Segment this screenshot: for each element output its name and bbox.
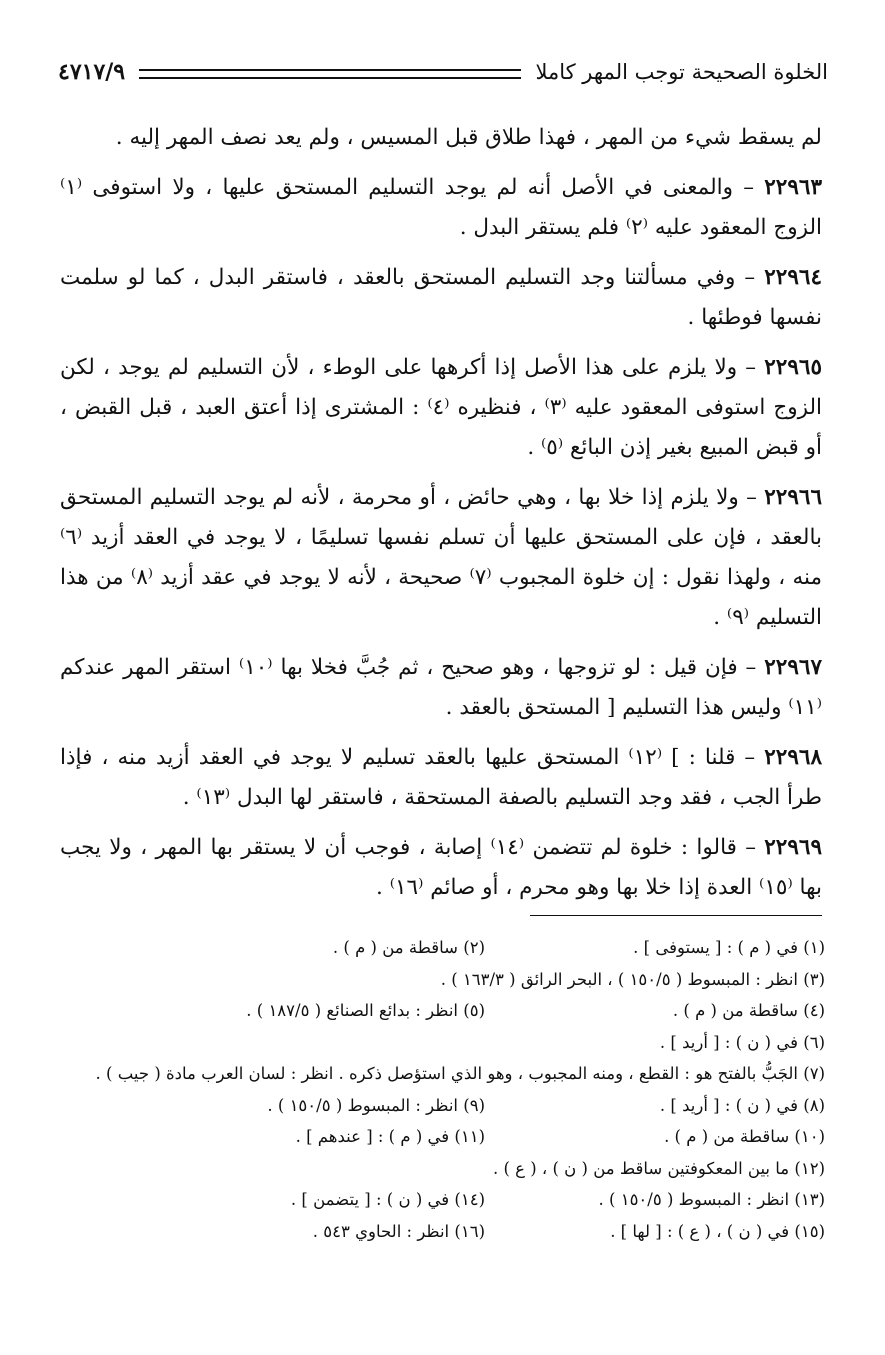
footnote-row	[60, 1153, 825, 1185]
footnote-row	[60, 964, 825, 996]
footnote: (٣) انظر : المبسوط ( ١٥٠/٥ ) ، البحر الرائق ( ١٦٣/٣ ) .	[440, 969, 825, 989]
footnote: (١٢) ما بين المعكوفتين ساقط من ( ن ) ، ( ع ) .	[492, 1158, 825, 1178]
header-double-rule	[139, 69, 521, 79]
footnote: (١٦) انظر : الحاوي ٥٤٣ .	[312, 1221, 485, 1241]
footnote: (١٤) في ( ن ) : [ يتضمن ] .	[290, 1190, 485, 1209]
footnote: (٧) الجَبُّ بالفتح هو : القطع ، ومنه المجبوب ، وهو الذي استؤصل ذكره . انظر : لسان العرب مادة ( جيب ) .	[95, 1064, 825, 1083]
paragraph-number: ٢٢٩٦٨	[764, 745, 822, 770]
footnote-row	[60, 1184, 825, 1216]
footnote: (١) في ( م ) : [ يستوفى ] .	[633, 938, 825, 957]
paragraph-text: – قلنا : ] ⁽١٢⁾ المستحق عليها بالعقد تسليم لا يوجد في العقد أزيد منه ، فإذا طرأ الجب ، فقد وجد التسليم بالصفة المستحقة ، فاستقر لها البدل ⁽١٣⁾ .	[60, 745, 822, 810]
paragraph-number: ٢٢٩٦٤	[764, 265, 822, 290]
paragraph	[60, 738, 822, 818]
paragraph-number: ٢٢٩٦٧	[764, 655, 822, 680]
footnote: (١٠) ساقطة من ( م ) .	[664, 1127, 825, 1146]
paragraph-text: – والمعنى في الأصل أنه لم يوجد التسليم المستحق عليها ، ولا استوفى ⁽١⁾ الزوج المعقود عليه ⁽٢⁾ فلم يستقر البدل .	[60, 175, 822, 240]
footnotes	[60, 932, 825, 1247]
footnote: (٤) ساقطة من ( م ) .	[672, 1001, 825, 1020]
paragraph	[60, 478, 822, 638]
footnote-row	[60, 1216, 825, 1248]
paragraph	[60, 648, 822, 728]
footnote-row	[60, 932, 825, 964]
footnote: (١٥) في ( ن ) ، ( ع ) : [ لها ] .	[610, 1221, 825, 1241]
footnote-row	[60, 995, 825, 1027]
footnote: (١١) في ( م ) : [ عندهم ] .	[295, 1127, 485, 1146]
page-reference: ٤٧١٧/٩	[58, 59, 126, 85]
footnote: (٨) في ( ن ) : [ أريد ] .	[659, 1095, 825, 1115]
footnote-row	[60, 1027, 825, 1059]
paragraph-text: – وفي مسألتنا وجد التسليم المستحق بالعقد ، فاستقر البدل ، كما لو سلمت نفسها فوطئها .	[60, 265, 822, 330]
footnote-row	[60, 1058, 825, 1090]
paragraph-number: ٢٢٩٦٣	[764, 175, 822, 200]
chapter-title: الخلوة الصحيحة توجب المهر كاملا	[535, 60, 828, 84]
paragraph-text: – ولا يلزم على هذا الأصل إذا أكرهها على الوطء ، لأن التسليم لم يوجد ، لكن الزوج استوفى المعقود عليه ⁽٣⁾ ، فنظيره ⁽٤⁾ : المشترى إذا أعتق العبد ، قبل القبض ، أو قبض المبيع بغير إذن البائع ⁽٥⁾ .	[60, 355, 822, 460]
paragraph-number: ٢٢٩٦٦	[764, 485, 822, 510]
footnote: (٦) في ( ن ) : [ أريد ] .	[659, 1032, 825, 1052]
footnote: (٢) ساقطة من ( م ) .	[332, 938, 485, 957]
footnote: (٥) انظر : بدائع الصنائع ( ١٨٧/٥ ) .	[246, 1001, 485, 1020]
paragraph-number: ٢٢٩٦٥	[764, 355, 822, 380]
footnote-row	[60, 1121, 825, 1153]
footnote: (١٣) انظر : المبسوط ( ١٥٠/٥ ) .	[598, 1190, 825, 1209]
paragraph	[60, 828, 822, 908]
paragraph-number: ٢٢٩٦٩	[764, 835, 822, 860]
footnote: (٩) انظر : المبسوط ( ١٥٠/٥ ) .	[267, 1095, 485, 1115]
footnote-separator	[530, 915, 822, 916]
paragraph	[60, 348, 822, 468]
paragraph-text: – قالوا : خلوة لم تتضمن ⁽١٤⁾ إصابة ، فوجب أن لا يستقر بها المهر ، ولا يجب بها ⁽١٥⁾ العدة إذا خلا بها وهو محرم ، أو صائم ⁽١٦⁾ .	[60, 835, 822, 900]
paragraph-text: – ولا يلزم إذا خلا بها ، وهي حائض ، أو محرمة ، لأنه لم يوجد التسليم المستحق بالعقد ، فإن على المستحق عليها أن تسلم نفسها تسليمًا ، لا يوجد في العقد أزيد ⁽٦⁾ منه ، ولهذا نقول : إن خلوة المجبوب ⁽٧⁾ صحيحة ، لأنه لا يوجد في عقد أزيد ⁽٨⁾ من هذا التسليم ⁽٩⁾ .	[60, 485, 822, 630]
paragraph-text: – فإن قيل : لو تزوجها ، وهو صحيح ، ثم جُبَّ فخلا بها ⁽١٠⁾ استقر المهر عندكم ⁽١١⁾ وليس هذا التسليم [ المستحق بالعقد .	[60, 655, 822, 720]
running-header	[58, 52, 828, 92]
footnote-row	[60, 1090, 825, 1122]
paragraph-text: لم يسقط شيء من المهر ، فهذا طلاق قبل المسيس ، ولم يعد نصف المهر إليه .	[115, 125, 822, 150]
paragraph	[60, 258, 822, 338]
paragraph	[60, 168, 822, 248]
main-text	[60, 118, 822, 918]
paragraph	[60, 118, 822, 158]
